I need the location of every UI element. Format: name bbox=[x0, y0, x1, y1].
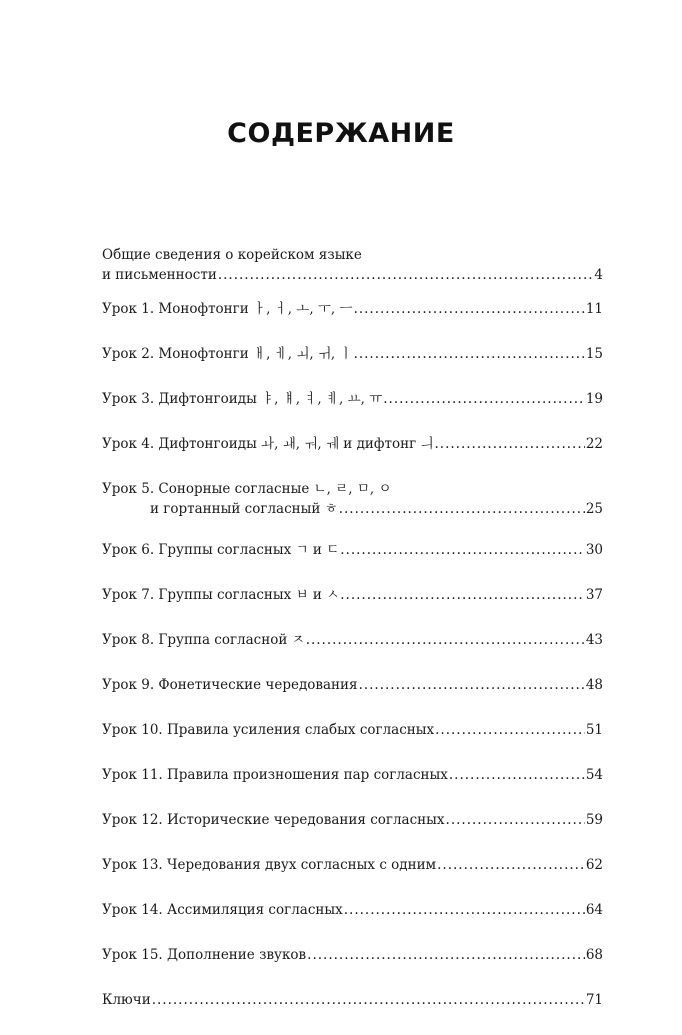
toc-page-number: 37 bbox=[585, 587, 603, 603]
toc-entry-title: Урок 7. Группы согласных ㅂ и ㅅ bbox=[102, 587, 340, 603]
toc-page-number: 48 bbox=[585, 677, 603, 693]
toc-entry-title-continued: и гортанный согласный ㅎ bbox=[150, 501, 338, 517]
toc-page-number: 11 bbox=[585, 301, 603, 317]
toc-entry[interactable] bbox=[102, 900, 603, 945]
toc-entry[interactable] bbox=[102, 389, 603, 434]
toc-entry[interactable] bbox=[102, 630, 603, 675]
toc-entry[interactable] bbox=[102, 585, 603, 630]
page-title: СОДЕРЖАНИЕ bbox=[227, 118, 455, 149]
dot-leader bbox=[339, 499, 585, 519]
toc-entry[interactable] bbox=[102, 675, 603, 720]
toc-entry-title: Урок 13. Чередования двух согласных с одним bbox=[102, 857, 437, 873]
toc-entry-title: Урок 8. Группа согласной ㅈ bbox=[102, 632, 305, 648]
toc-entry[interactable] bbox=[102, 990, 603, 1035]
dot-leader bbox=[218, 265, 594, 285]
dot-leader bbox=[437, 855, 585, 875]
toc-page-number: 71 bbox=[585, 992, 603, 1008]
toc-entry[interactable] bbox=[102, 479, 603, 540]
toc-entry-title: Урок 3. Дифтонгоиды ㅑ, ㅒ, ㅕ, ㅖ, ㅛ, ㅠ bbox=[102, 391, 383, 407]
dot-leader bbox=[434, 434, 584, 454]
table-of-contents bbox=[102, 245, 603, 1035]
toc-entry[interactable] bbox=[102, 434, 603, 479]
toc-entry-title: Урок 15. Дополнение звуков bbox=[102, 947, 307, 963]
toc-entry-title: Урок 6. Группы согласных ㄱ и ㄷ bbox=[102, 542, 340, 558]
toc-entry-title: Урок 4. Дифтонгоиды ㅘ, ㅙ, ㅝ, ㅞ и дифтонг ㅢ bbox=[102, 436, 434, 452]
toc-page-number: 22 bbox=[585, 436, 603, 452]
toc-page-number: 51 bbox=[585, 722, 603, 738]
toc-entry[interactable] bbox=[102, 945, 603, 990]
toc-entry-title: Урок 2. Монофтонги ㅐ, ㅔ, ㅚ, ㅟ, ㅣ bbox=[102, 346, 353, 362]
toc-entry[interactable] bbox=[102, 855, 603, 900]
toc-page-number: 59 bbox=[585, 812, 603, 828]
toc-entry-title-continued: и письменности bbox=[102, 267, 217, 283]
toc-entry-title: Урок 9. Фонетические чередования bbox=[102, 677, 358, 693]
toc-page-number: 62 bbox=[585, 857, 603, 873]
dot-leader bbox=[354, 344, 585, 364]
toc-entry-title: Урок 14. Ассимиляция согласных bbox=[102, 902, 343, 918]
toc-page-number: 25 bbox=[585, 501, 603, 517]
toc-page-number: 68 bbox=[585, 947, 603, 963]
toc-page-number: 4 bbox=[594, 267, 603, 283]
dot-leader bbox=[449, 765, 585, 785]
toc-entry-title: Урок 10. Правила усиления слабых согласных bbox=[102, 722, 435, 738]
toc-entry-title: Общие сведения о корейском языке bbox=[102, 247, 362, 263]
dot-leader bbox=[152, 990, 585, 1010]
dot-leader bbox=[306, 630, 585, 650]
toc-entry-title: Урок 1. Монофтонги ㅏ, ㅓ, ㅗ, ㅜ, ㅡ bbox=[102, 301, 353, 317]
dot-leader bbox=[307, 945, 585, 965]
toc-page-number: 30 bbox=[585, 542, 603, 558]
toc-entry-title: Урок 11. Правила произношения пар согласных bbox=[102, 767, 448, 783]
toc-entry[interactable] bbox=[102, 720, 603, 765]
dot-leader bbox=[344, 900, 585, 920]
toc-entry[interactable] bbox=[102, 765, 603, 810]
toc-page-number: 19 bbox=[585, 391, 603, 407]
toc-entry[interactable] bbox=[102, 344, 603, 389]
dot-leader bbox=[340, 585, 585, 605]
toc-page-number: 15 bbox=[585, 346, 603, 362]
toc-page-number: 54 bbox=[585, 767, 603, 783]
dot-leader bbox=[354, 299, 585, 319]
toc-entry[interactable] bbox=[102, 299, 603, 344]
toc-entry-title: Ключи bbox=[102, 992, 151, 1008]
dot-leader bbox=[446, 810, 585, 830]
toc-page-number: 43 bbox=[585, 632, 603, 648]
toc-entry-title: Урок 5. Сонорные согласные ㄴ, ㄹ, ㅁ, ㅇ bbox=[102, 481, 392, 497]
toc-entry[interactable] bbox=[102, 810, 603, 855]
dot-leader bbox=[383, 389, 585, 409]
dot-leader bbox=[359, 675, 585, 695]
toc-entry[interactable] bbox=[102, 540, 603, 585]
toc-entry[interactable] bbox=[102, 245, 603, 299]
dot-leader bbox=[435, 720, 585, 740]
dot-leader bbox=[340, 540, 585, 560]
toc-page-number: 64 bbox=[585, 902, 603, 918]
toc-entry-title: Урок 12. Исторические чередования согласных bbox=[102, 812, 445, 828]
